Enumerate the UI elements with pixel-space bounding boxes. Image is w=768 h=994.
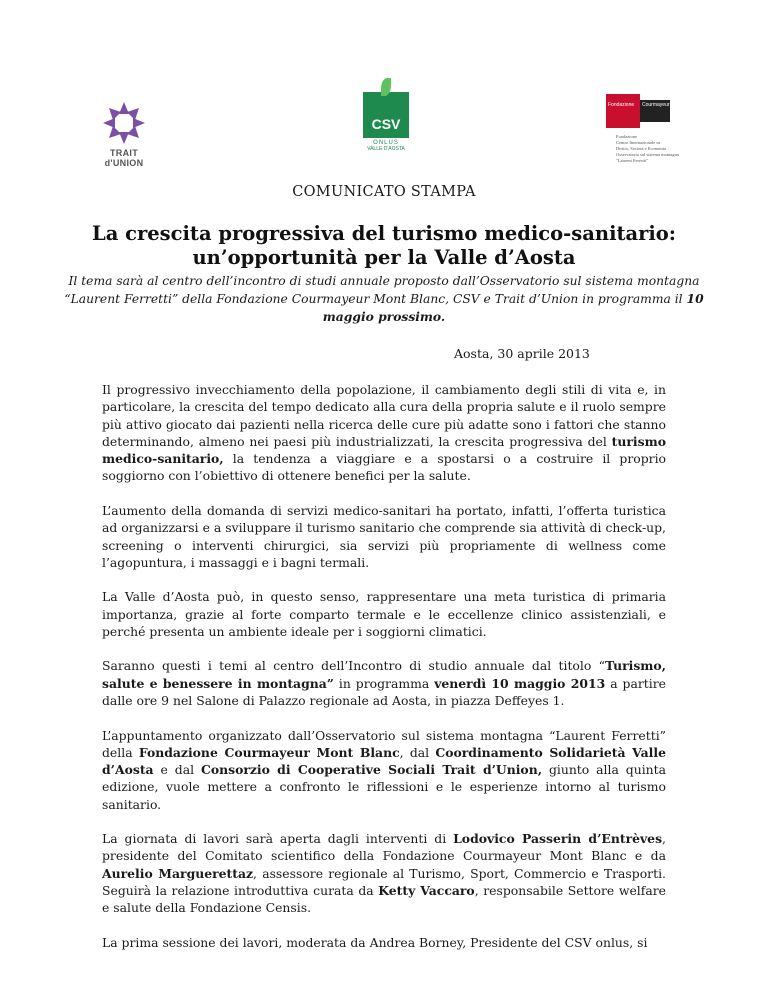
text-run: , assessore regionale al Turismo, Sport, Commercio e Trasporti. Seguirà la relazione introduttiva curata da — [102, 865, 666, 899]
document-type: COMUNICATO STAMPA — [292, 184, 476, 200]
bold-run: turismo medico-sanitario, — [102, 433, 666, 467]
csv-logo-sub: ONLUS — [373, 140, 399, 146]
bold-run: Aurelio Marguerettaz — [102, 865, 254, 881]
fondazione-red-square — [606, 94, 640, 128]
bold-run: Coordinamento Solidarietà Valle d’Aosta — [102, 744, 666, 778]
bold-run: Consorzio di Cooperative Sociali Trait d’Union, — [200, 762, 543, 778]
paragraph-1 — [102, 381, 666, 485]
text-run: Il progressivo invecchiamento della popolazione, il cambiamento degli stili di vita e, in particolare, la crescita del tempo dedicato alla cura della propria salute e il ruolo sempre più attivo giocato dai pazienti nella ricerca delle cure più adatte sono i fattori che stanno determinando, almeno nei paesi più industrializzati, la crescita progressiva del — [102, 382, 666, 449]
text-run: la tendenza a viaggiare e a spostarsi o a costruire il proprio soggiorno con l’obiettivo di ottenere benefici per la salute. — [102, 451, 666, 484]
bold-run: venerdì 10 maggio 2013 — [434, 675, 606, 691]
article-body — [102, 381, 666, 968]
bold-run: Turismo, salute e benessere in montagna” — [102, 658, 666, 691]
text-run: in programma — [333, 675, 435, 691]
fondazione-red-text: Fondazione — [608, 102, 635, 108]
bold-run: Lodovico Passerin d’Entrèves — [453, 831, 663, 847]
csv-logo-box — [363, 92, 409, 138]
paragraph-3: La Valle d’Aosta può, in questo senso, rappresentare una meta turistica di primaria importanza, grazie al forte comparto termale e le eccellenze clinico assistenziali, e perché presenta un ambiente ideale per i soggiorni climatici. — [102, 589, 666, 639]
text-run: , responsabile Settore welfare e salute della Fondazione Censis. — [102, 883, 666, 916]
text-run: La giornata di lavori sarà aperta dagli interventi di — [102, 831, 454, 847]
fondazione-dark-text: Courmayeur — [642, 102, 670, 108]
paragraph-2: L’aumento della domanda di servizi medico-sanitari ha portato, infatti, l’offerta turistica ad organizzarsi e a sviluppare il turismo sanitario che comprende sia attività di check-up, screening o interventi chirurgici, sia servizi più propriamente di wellness come l’agopuntura, i massaggi e i bagni termali. — [102, 502, 666, 570]
bold-run: Fondazione Courmayeur Mont Blanc — [138, 744, 400, 760]
paragraph-6 — [102, 830, 666, 916]
page-title — [40, 222, 728, 270]
text-run: Saranno questi i temi al centro dell’Incontro di studio annuale dal titolo “ — [102, 658, 605, 674]
leaf-icon — [381, 78, 391, 96]
text-run: L’appuntamento organizzato dall’Osservatorio sul sistema montagna “Laurent Ferretti” della — [102, 727, 666, 760]
fondazione-line: Osservatorio sul sistema montagna — [616, 152, 679, 157]
csv-logo — [360, 92, 412, 152]
text-run: a partire dalle ore 9 nel Salone di Palazzo regionale ad Aosta, in piazza Deffeyes 1. — [102, 675, 666, 709]
text-run: giunto alla quinta edizione, vuole mettere a confronto le riflessioni e le esperienze intorno al turismo sanitario. — [102, 762, 667, 812]
fondazione-line: Centro Internazionale su — [616, 140, 661, 145]
text-run: , presidente del Comitato scientifico della Fondazione Courmayeur Mont Blanc e da — [102, 831, 666, 864]
trait-union-star-icon — [101, 100, 147, 146]
subtitle — [60, 273, 708, 326]
fondazione-line: Diritto, Società e Economia — [616, 146, 666, 151]
fondazione-logo-lines — [616, 134, 696, 164]
fondazione-dark-square — [640, 100, 670, 122]
paragraph-5 — [102, 727, 666, 813]
paragraph-7: La prima sessione dei lavori, moderata da Andrea Borney, Presidente del CSV onlus, si — [102, 934, 648, 950]
fondazione-line: Fondazione — [616, 134, 637, 139]
text-run: e dal — [153, 762, 201, 778]
subtitle-text: Il tema sarà al centro dell’incontro di studi annuale proposto dall’Osservatorio sul sistema montagna “Laurent Ferretti” della Fondazione Courmayeur Mont Blanc, CSV e Trait d’Union in programma il — [64, 274, 700, 306]
text-run: , dal — [399, 744, 436, 760]
subtitle-date: 10 maggio prossimo. — [322, 291, 704, 324]
title-line-1: La crescita progressiva del turismo medico-sanitario: — [91, 222, 677, 245]
dateline: Aosta, 30 aprile 2013 — [454, 346, 590, 361]
csv-logo-text: CSV — [371, 116, 401, 132]
trait-union-logo — [92, 100, 156, 168]
fondazione-logo — [602, 88, 702, 168]
logos-row — [0, 88, 768, 183]
title-line-2: un’opportunità per la Valle d’Aosta — [192, 246, 576, 269]
bold-run: Ketty Vaccaro — [378, 883, 475, 899]
paragraph-4 — [102, 657, 666, 709]
trait-union-logo-text: TRAIT d'UNION — [104, 148, 144, 168]
csv-logo-sub2: VALLE D'AOSTA — [367, 146, 405, 152]
fondazione-line: "Laurent Ferretti" — [616, 158, 649, 163]
